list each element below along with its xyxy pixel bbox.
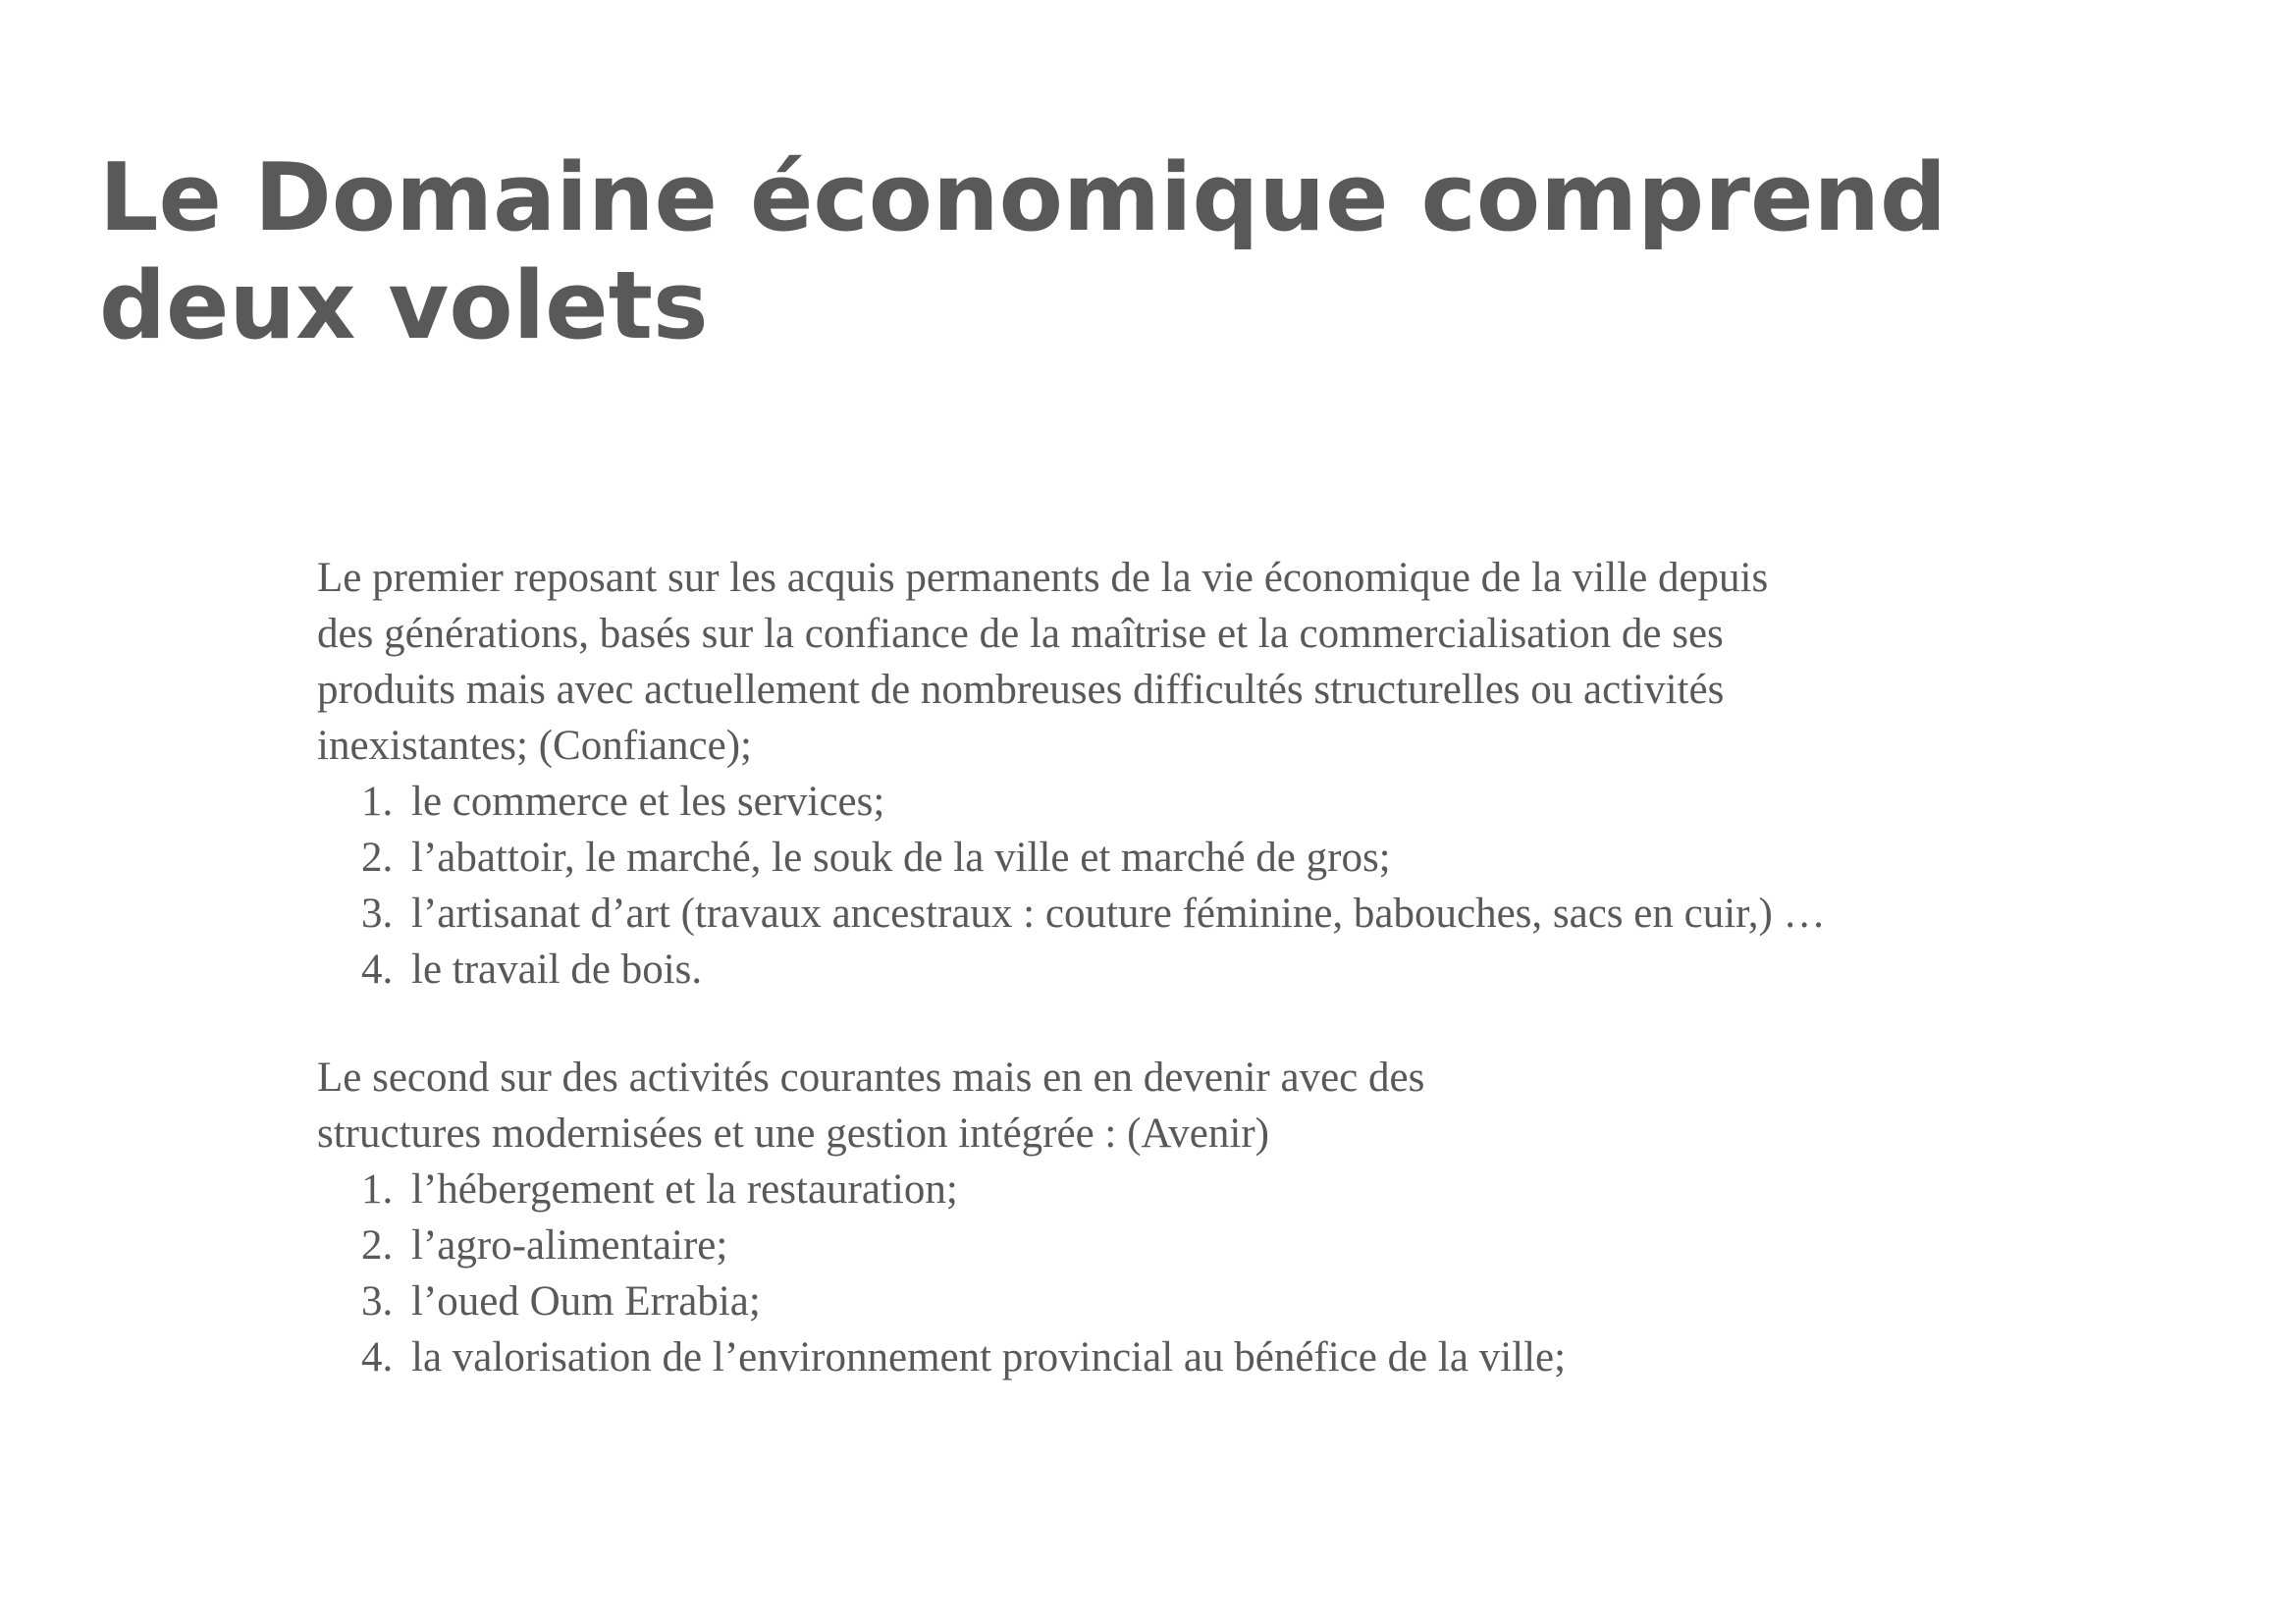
paragraph-line: Le second sur des activités courantes mais en en devenir avec des [317,1055,1425,1101]
list-item [317,1218,1768,1273]
list-item [317,1329,1768,1385]
paragraph-line: produits mais avec actuellement de nombreuses difficultés structurelles ou activités [317,667,1725,713]
paragraph-line: inexistantes; (Confiance); [317,723,752,769]
list-item-text: l’oued Oum Errabia; [411,1278,761,1325]
list-item-text: l’artisanat d’art (travaux ancestraux : couture féminine, babouches, sacs en cuir,) … [411,891,1826,937]
paragraph-line: structures modernisées et une gestion intégrée : (Avenir) [317,1110,1269,1157]
list-item-text: la valorisation de l’environnement provincial au bénéfice de la ville; [411,1334,1567,1380]
list-item [317,774,1768,830]
slide-title-line: Le Domaine économique comprend [99,144,1948,252]
section-confiance [317,550,1826,998]
list-item-number: 2. [361,835,394,881]
paragraph-line: des générations, basés sur la confiance de la maîtrise et la commercialisation de ses [317,611,1724,657]
list-item-text: l’abattoir, le marché, le souk de la ville et marché de gros; [411,835,1391,881]
paragraph-line: Le premier reposant sur les acquis permanents de la vie économique de la ville depuis [317,555,1769,601]
list-item-number: 1. [361,1166,394,1213]
section-avenir [317,1050,1768,1385]
list-item-number: 3. [361,891,394,937]
list-item-number: 3. [361,1278,394,1325]
list-item-number: 2. [361,1222,394,1269]
list-item-text: l’agro-alimentaire; [411,1222,728,1269]
list-item [317,942,1768,998]
list-item-number: 4. [361,947,394,993]
slide-title [99,144,1947,360]
list-item [317,1162,1768,1218]
list-item [317,886,1826,942]
slide-title-line: deux volets [99,252,709,360]
list-item-text: l’hébergement et la restauration; [411,1166,958,1213]
list-item [317,830,1768,886]
list-item [317,1273,1768,1329]
list-item-number: 4. [361,1334,394,1380]
list-item-text: le travail de bois. [411,947,703,993]
spacer [317,998,1768,1050]
list-item-text: le commerce et les services; [411,779,885,825]
list-item-number: 1. [361,779,394,825]
slide-body [317,550,1826,1385]
